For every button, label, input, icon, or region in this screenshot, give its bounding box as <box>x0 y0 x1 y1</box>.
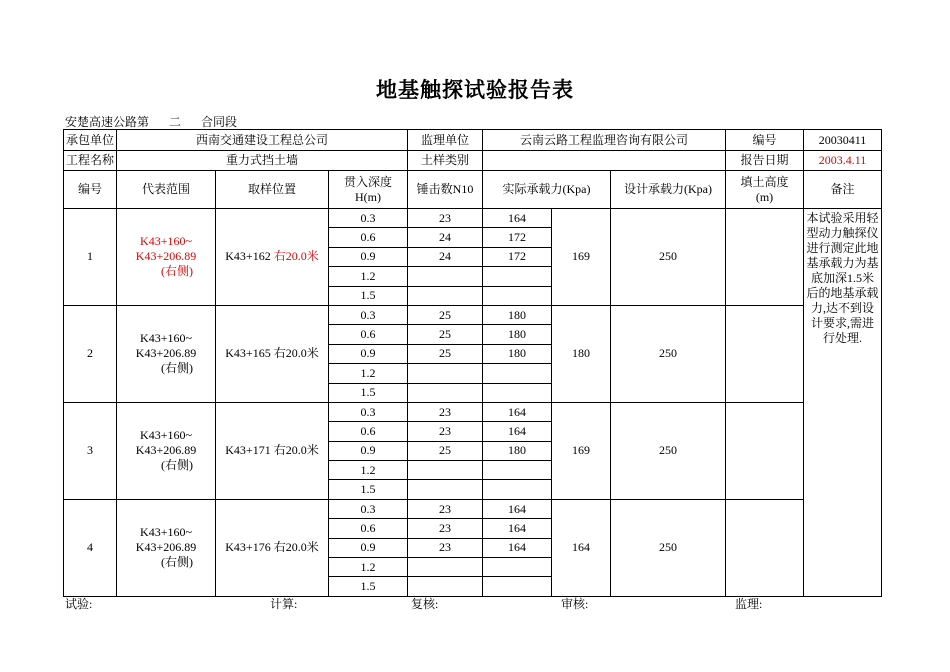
project-suffix: 合同段 <box>201 115 238 129</box>
blows-cell <box>408 267 483 286</box>
table-row <box>64 402 882 421</box>
report-table-body <box>64 130 882 597</box>
col-actual: 实际承载力(Kpa) <box>483 171 611 209</box>
depth-cell: 1.5 <box>329 577 408 596</box>
contractor-value: 西南交通建设工程总公司 <box>117 130 408 151</box>
bearing-value-cell: 164 <box>483 402 552 421</box>
bearing-value-cell: 164 <box>483 422 552 441</box>
range-line-2: K43+206.89 <box>135 443 197 458</box>
contractor-label: 承包单位 <box>64 130 117 151</box>
group-range <box>117 402 216 499</box>
depth-cell: 0.3 <box>329 305 408 324</box>
range-line-1: K43+160~ <box>140 234 192 249</box>
range-line-1: K43+160~ <box>140 428 192 443</box>
position-station: K43+176 <box>225 540 274 555</box>
group-range <box>117 499 216 596</box>
blows-cell: 23 <box>408 519 483 538</box>
bearing-value-cell <box>483 558 552 577</box>
range-line-3: (右侧) <box>161 264 193 279</box>
col-range: 代表范围 <box>117 171 216 209</box>
bearing-value-cell: 180 <box>483 305 552 324</box>
footer-review: 复核: <box>411 597 439 611</box>
range-line-2: K43+206.89 <box>135 346 197 361</box>
bearing-value-cell <box>483 383 552 402</box>
col-depth <box>329 171 408 209</box>
group-number: 3 <box>64 402 117 499</box>
report-title: 地基触探试验报告表 <box>376 78 574 102</box>
depth-cell: 1.5 <box>329 383 408 402</box>
group-range <box>117 305 216 402</box>
position-offset: 右20.0米 <box>273 249 319 264</box>
position-station: K43+162 <box>225 249 274 264</box>
position-offset: 右20.0米 <box>273 540 319 555</box>
fill-height <box>726 305 804 402</box>
project-label: 工程名称 <box>64 151 117 171</box>
blows-cell: 23 <box>408 209 483 228</box>
blows-cell: 25 <box>408 344 483 363</box>
bearing-value-cell: 180 <box>483 344 552 363</box>
blows-cell: 23 <box>408 538 483 557</box>
blows-cell <box>408 461 483 480</box>
bearing-value-cell: 172 <box>483 247 552 266</box>
blows-cell: 23 <box>408 402 483 421</box>
range-line-1: K43+160~ <box>140 525 192 540</box>
range-line-2: K43+206.89 <box>135 249 197 264</box>
footer-test: 试验: <box>65 597 93 611</box>
range-line-3: (右侧) <box>161 361 193 376</box>
depth-cell: 0.6 <box>329 325 408 344</box>
design-bearing: 250 <box>611 499 726 596</box>
col-fill <box>726 171 804 209</box>
depth-cell: 1.2 <box>329 364 408 383</box>
blows-cell: 23 <box>408 422 483 441</box>
depth-cell: 1.5 <box>329 480 408 499</box>
depth-cell: 1.5 <box>329 286 408 305</box>
group-position <box>216 209 329 306</box>
actual-bearing: 164 <box>552 499 611 596</box>
group-number: 2 <box>64 305 117 402</box>
report-table <box>63 129 882 597</box>
range-line-1: K43+160~ <box>140 331 192 346</box>
column-header-row <box>64 171 882 209</box>
blows-cell <box>408 480 483 499</box>
design-bearing: 250 <box>611 305 726 402</box>
fill-height <box>726 499 804 596</box>
contract-number: 二 <box>149 116 201 130</box>
col-depth-line1: 贯入深度 <box>343 174 392 189</box>
table-row <box>64 499 882 518</box>
contract-section-line <box>65 113 237 130</box>
depth-cell: 0.3 <box>329 209 408 228</box>
header-row-2 <box>64 151 882 171</box>
depth-cell: 1.2 <box>329 461 408 480</box>
bearing-value-cell: 164 <box>483 209 552 228</box>
col-depth-line2: H(m) <box>355 189 381 204</box>
project-value: 重力式挡土墙 <box>117 151 408 171</box>
supervisor-label: 监理单位 <box>408 130 483 151</box>
position-offset: 右20.0米 <box>273 346 319 361</box>
blows-cell <box>408 558 483 577</box>
date-value: 2003.4.11 <box>804 151 882 171</box>
bearing-value-cell <box>483 364 552 383</box>
blows-cell <box>408 383 483 402</box>
bearing-value-cell: 172 <box>483 228 552 247</box>
remark-note: 本试验采用轻型动力触探仪进行测定此地基承载力为基底加深1.5米后的地基承载力,达不到设计要求,需进行处理. <box>804 209 882 597</box>
table-row <box>64 305 882 324</box>
blows-cell: 25 <box>408 325 483 344</box>
bearing-value-cell <box>483 480 552 499</box>
col-design: 设计承载力(Kpa) <box>611 171 726 209</box>
depth-cell: 0.3 <box>329 499 408 518</box>
project-prefix: 安楚高速公路第 <box>65 115 150 129</box>
actual-bearing: 180 <box>552 305 611 402</box>
group-position <box>216 305 329 402</box>
footer-supervise: 监理: <box>735 597 763 611</box>
blows-cell <box>408 364 483 383</box>
blows-cell: 23 <box>408 499 483 518</box>
col-fill-line1: 填土高度 <box>740 174 789 189</box>
footer-calc: 计算: <box>270 597 298 611</box>
depth-cell: 1.2 <box>329 558 408 577</box>
depth-cell: 0.9 <box>329 538 408 557</box>
depth-cell: 1.2 <box>329 267 408 286</box>
supervisor-value: 云南云路工程监理咨询有限公司 <box>483 130 726 151</box>
col-fill-line2: (m) <box>755 189 774 204</box>
range-line-2: K43+206.89 <box>135 540 197 555</box>
header-row-1 <box>64 130 882 151</box>
position-offset: 右20.0米 <box>273 443 319 458</box>
number-value: 20030411 <box>804 130 882 151</box>
depth-cell: 0.9 <box>329 441 408 460</box>
signature-footer <box>65 595 945 611</box>
soil-label: 土样类别 <box>408 151 483 171</box>
depth-cell: 0.6 <box>329 519 408 538</box>
fill-height <box>726 402 804 499</box>
bearing-value-cell <box>483 286 552 305</box>
position-station: K43+165 <box>225 346 274 361</box>
depth-cell: 0.3 <box>329 402 408 421</box>
bearing-value-cell: 164 <box>483 538 552 557</box>
blows-cell: 25 <box>408 441 483 460</box>
design-bearing: 250 <box>611 209 726 306</box>
group-number: 4 <box>64 499 117 596</box>
depth-cell: 0.9 <box>329 247 408 266</box>
depth-cell: 0.9 <box>329 344 408 363</box>
depth-cell: 0.6 <box>329 228 408 247</box>
blows-cell <box>408 577 483 596</box>
bearing-value-cell <box>483 461 552 480</box>
actual-bearing: 169 <box>552 402 611 499</box>
col-remark: 备注 <box>804 171 882 209</box>
position-station: K43+171 <box>225 443 274 458</box>
soil-value <box>483 151 726 171</box>
group-range <box>117 209 216 306</box>
date-label: 报告日期 <box>726 151 804 171</box>
bearing-value-cell: 164 <box>483 519 552 538</box>
col-blows: 锤击数N10 <box>408 171 483 209</box>
group-position <box>216 402 329 499</box>
fill-height <box>726 209 804 306</box>
blows-cell: 25 <box>408 305 483 324</box>
range-line-3: (右侧) <box>161 555 193 570</box>
col-position: 取样位置 <box>216 171 329 209</box>
blows-cell: 24 <box>408 228 483 247</box>
bearing-value-cell: 164 <box>483 499 552 518</box>
number-label: 编号 <box>726 130 804 151</box>
group-number: 1 <box>64 209 117 306</box>
blows-cell <box>408 286 483 305</box>
actual-bearing: 169 <box>552 209 611 306</box>
bearing-value-cell: 180 <box>483 441 552 460</box>
bearing-value-cell <box>483 577 552 596</box>
group-position <box>216 499 329 596</box>
bearing-value-cell: 180 <box>483 325 552 344</box>
design-bearing: 250 <box>611 402 726 499</box>
range-line-3: (右侧) <box>161 458 193 473</box>
bearing-value-cell <box>483 267 552 286</box>
col-no: 编号 <box>64 171 117 209</box>
table-row <box>64 209 882 228</box>
blows-cell: 24 <box>408 247 483 266</box>
depth-cell: 0.6 <box>329 422 408 441</box>
footer-audit: 审核: <box>561 597 589 611</box>
